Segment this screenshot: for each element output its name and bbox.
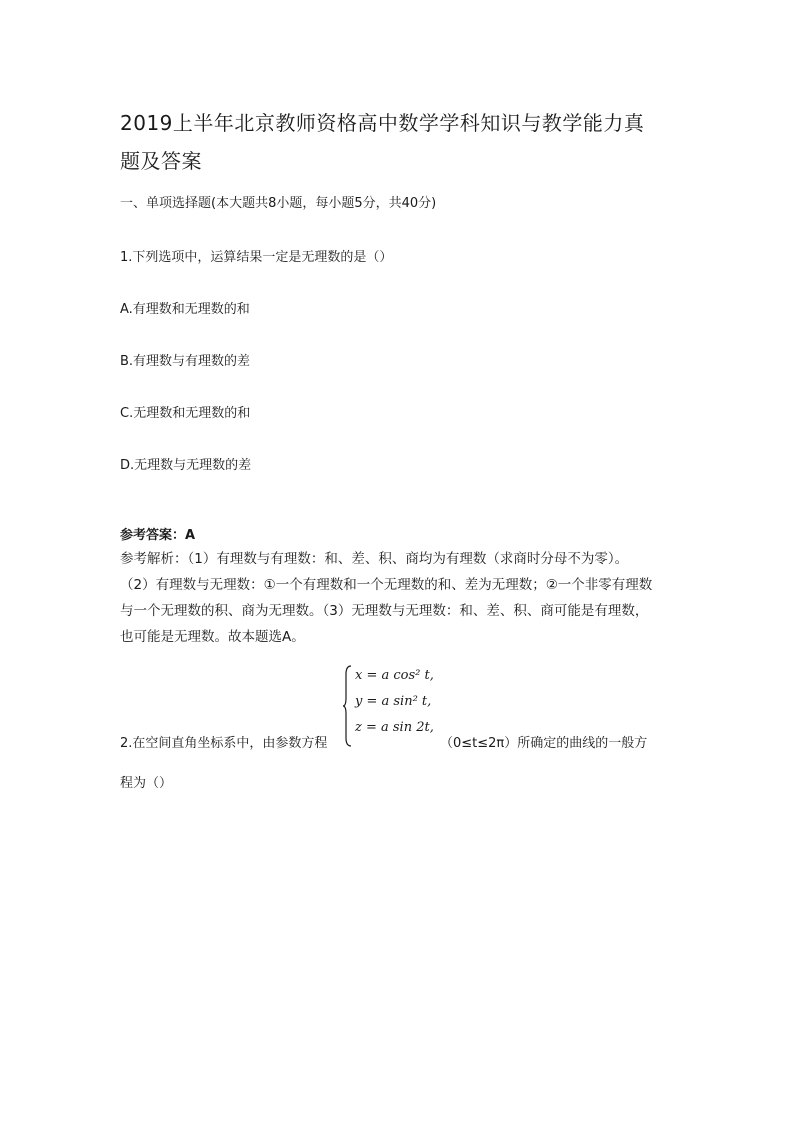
explanation-line: （2）有理数与无理数：①一个有理数和一个无理数的和、差为无理数；②一个非零有理数 bbox=[120, 577, 653, 593]
explanation-line: 与一个无理数的积、商为无理数。（3）无理数与无理数：和、差、积、商可能是有理数， bbox=[120, 603, 649, 619]
question-1-explanation bbox=[120, 546, 680, 650]
question-2-stem: 2.在空间直角坐标系中，由参数方程 bbox=[120, 736, 328, 751]
title-line-2: 题及答案 bbox=[120, 149, 202, 173]
left-brace-icon bbox=[343, 664, 353, 748]
question-1-option-d: D.无理数与无理数的差 bbox=[120, 458, 252, 473]
question-2-parameter-range: （0≤t≤2π）所确定的曲线的一般方 bbox=[440, 736, 648, 751]
document-title bbox=[120, 104, 680, 180]
question-1-option-c: C.无理数和无理数的和 bbox=[120, 406, 251, 421]
title-line-1: 2019上半年北京教师资格高中数学学科知识与教学能力真 bbox=[120, 111, 645, 135]
equation-x: x = a cos² t, bbox=[355, 668, 434, 683]
explanation-line: 参考解析：（1）有理数与有理数：和、差、积、商均为有理数（求商时分母不为零）。 bbox=[120, 551, 629, 567]
equation-z: z = a sin 2t, bbox=[355, 720, 434, 735]
section-heading: 一、单项选择题(本大题共8小题，每小题5分，共40分) bbox=[120, 196, 437, 211]
question-1-stem: 1.下列选项中，运算结果一定是无理数的是（） bbox=[120, 250, 393, 265]
question-1-answer: 参考答案：A bbox=[120, 528, 196, 543]
equation-y: y = a sin² t, bbox=[355, 694, 432, 709]
question-1-option-a: A.有理数和无理数的和 bbox=[120, 302, 250, 317]
explanation-line: 也可能是无理数。故本题选A。 bbox=[120, 629, 305, 645]
parametric-equation-system bbox=[343, 664, 433, 748]
question-2-stem-end: 程为（） bbox=[120, 776, 173, 791]
question-1-option-b: B.有理数与有理数的差 bbox=[120, 354, 251, 369]
